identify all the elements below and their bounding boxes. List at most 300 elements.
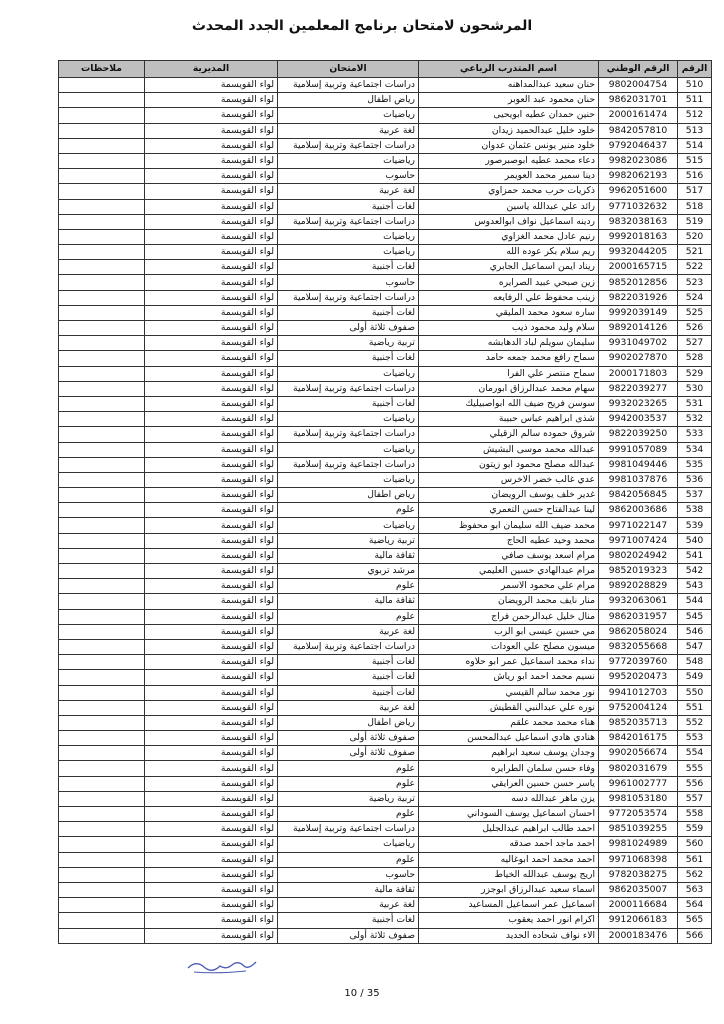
row-num: 531	[678, 396, 712, 411]
row-exam: علوم	[278, 609, 419, 624]
row-notes	[59, 594, 145, 609]
row-national-id: 9842056845	[599, 488, 678, 503]
row-notes	[59, 852, 145, 867]
row-num: 555	[678, 761, 712, 776]
row-exam: رياضيات	[278, 229, 419, 244]
row-directorate: لواء القويسمة	[145, 685, 278, 700]
row-name: هناء محمد محمد علقم	[419, 715, 599, 730]
row-national-id: 9902027870	[599, 351, 678, 366]
row-exam: حاسوب	[278, 169, 419, 184]
table-row	[59, 731, 712, 746]
table-row	[59, 822, 712, 837]
row-exam: رياض اطفال	[278, 715, 419, 730]
row-name: مرام علي محمود الاسمر	[419, 579, 599, 594]
table-row	[59, 78, 712, 93]
row-exam: رياض اطفال	[278, 93, 419, 108]
table-row	[59, 138, 712, 153]
row-exam: علوم	[278, 503, 419, 518]
row-name: نداء محمد اسماعيل عمر ابو حلاوه	[419, 655, 599, 670]
row-exam: رياضيات	[278, 412, 419, 427]
signature-mark	[186, 954, 266, 976]
row-national-id: 9752004124	[599, 700, 678, 715]
row-directorate: لواء القويسمة	[145, 655, 278, 670]
row-national-id: 9772053574	[599, 807, 678, 822]
row-num: 528	[678, 351, 712, 366]
row-national-id: 9822031926	[599, 290, 678, 305]
row-name: دينا سمير محمد العويمر	[419, 169, 599, 184]
row-num: 562	[678, 867, 712, 882]
row-num: 556	[678, 776, 712, 791]
row-num: 530	[678, 381, 712, 396]
row-num: 537	[678, 488, 712, 503]
row-exam: دراسات اجتماعية وتربية إسلامية	[278, 822, 419, 837]
row-num: 525	[678, 305, 712, 320]
row-name: منار نايف محمد الرويضان	[419, 594, 599, 609]
row-notes	[59, 488, 145, 503]
table-body	[59, 78, 712, 944]
row-national-id: 9842016175	[599, 731, 678, 746]
row-name: عدي غالب خضر الاخرس	[419, 472, 599, 487]
row-exam: دراسات اجتماعية وتربية إسلامية	[278, 78, 419, 93]
row-num: 514	[678, 138, 712, 153]
row-exam: رياضيات	[278, 442, 419, 457]
table-row	[59, 837, 712, 852]
row-directorate: لواء القويسمة	[145, 351, 278, 366]
row-national-id: 9851039255	[599, 822, 678, 837]
row-national-id: 9992039149	[599, 305, 678, 320]
row-num: 545	[678, 609, 712, 624]
row-directorate: لواء القويسمة	[145, 199, 278, 214]
row-national-id: 9792046437	[599, 138, 678, 153]
row-national-id: 9932023265	[599, 396, 678, 411]
row-notes	[59, 837, 145, 852]
row-national-id: 9862035007	[599, 882, 678, 897]
table-row	[59, 518, 712, 533]
table-row	[59, 336, 712, 351]
table-row	[59, 442, 712, 457]
row-num: 550	[678, 685, 712, 700]
row-national-id: 9962051600	[599, 184, 678, 199]
row-directorate: لواء القويسمة	[145, 791, 278, 806]
row-national-id: 9842057810	[599, 123, 678, 138]
row-num: 513	[678, 123, 712, 138]
row-national-id: 9961002777	[599, 776, 678, 791]
row-directorate: لواء القويسمة	[145, 548, 278, 563]
table-row	[59, 412, 712, 427]
row-national-id: 9852035713	[599, 715, 678, 730]
row-exam: رياضيات	[278, 366, 419, 381]
row-name: دعاء محمد عطيه ابوصبرصور	[419, 153, 599, 168]
row-directorate: لواء القويسمة	[145, 427, 278, 442]
row-exam: رياضيات	[278, 472, 419, 487]
table-row	[59, 305, 712, 320]
row-notes	[59, 776, 145, 791]
row-national-id: 9902056674	[599, 746, 678, 761]
row-name: اكرام انور احمد يعقوب	[419, 913, 599, 928]
row-exam: صفوف ثلاثة أولى	[278, 321, 419, 336]
row-directorate: لواء القويسمة	[145, 533, 278, 548]
row-num: 558	[678, 807, 712, 822]
row-directorate: لواء القويسمة	[145, 822, 278, 837]
row-name: سوسن فريح ضيف الله ابواصبيليك	[419, 396, 599, 411]
row-exam: علوم	[278, 761, 419, 776]
table-row	[59, 746, 712, 761]
row-name: الاء نواف شحاده الحديد	[419, 928, 599, 943]
row-national-id: 9852012856	[599, 275, 678, 290]
row-name: احمد ماجد احمد صدقه	[419, 837, 599, 852]
row-directorate: لواء القويسمة	[145, 138, 278, 153]
row-num: 551	[678, 700, 712, 715]
row-notes	[59, 715, 145, 730]
row-name: احمد محمد احمد ابوغاليه	[419, 852, 599, 867]
row-national-id: 9862031957	[599, 609, 678, 624]
row-national-id: 9822039250	[599, 427, 678, 442]
table-row	[59, 624, 712, 639]
row-exam: صفوف ثلاثة أولى	[278, 731, 419, 746]
row-national-id: 9982023086	[599, 153, 678, 168]
row-notes	[59, 913, 145, 928]
row-name: محمد ضيف الله سليمان ابو محفوظ	[419, 518, 599, 533]
row-name: نسيم محمد احمد ابو رياش	[419, 670, 599, 685]
row-national-id: 9802024942	[599, 548, 678, 563]
row-national-id: 9892028829	[599, 579, 678, 594]
table-row	[59, 852, 712, 867]
row-national-id: 9772039760	[599, 655, 678, 670]
row-num: 520	[678, 229, 712, 244]
row-exam: لغة عربية	[278, 700, 419, 715]
table-row	[59, 655, 712, 670]
row-directorate: لواء القويسمة	[145, 229, 278, 244]
header-notes: ملاحظات	[59, 61, 145, 78]
row-directorate: لواء القويسمة	[145, 169, 278, 184]
row-num: 542	[678, 564, 712, 579]
row-exam: تربية رياضية	[278, 533, 419, 548]
row-num: 566	[678, 928, 712, 943]
row-notes	[59, 867, 145, 882]
row-directorate: لواء القويسمة	[145, 184, 278, 199]
row-notes	[59, 882, 145, 897]
row-num: 519	[678, 214, 712, 229]
row-directorate: لواء القويسمة	[145, 381, 278, 396]
row-notes	[59, 396, 145, 411]
row-name: شذى ابراهيم عباس حبيبة	[419, 412, 599, 427]
table-row	[59, 93, 712, 108]
row-notes	[59, 655, 145, 670]
row-num: 523	[678, 275, 712, 290]
row-name: منال خليل عبدالرحمن فراج	[419, 609, 599, 624]
table-row	[59, 108, 712, 123]
row-notes	[59, 305, 145, 320]
row-national-id: 9981053180	[599, 791, 678, 806]
row-national-id: 9782038275	[599, 867, 678, 882]
row-national-id: 9992018163	[599, 229, 678, 244]
table-row	[59, 457, 712, 472]
row-directorate: لواء القويسمة	[145, 624, 278, 639]
table-row	[59, 898, 712, 913]
row-directorate: لواء القويسمة	[145, 837, 278, 852]
row-name: ذكريات حرب محمد حمزاوي	[419, 184, 599, 199]
row-notes	[59, 260, 145, 275]
row-exam: لغة عربية	[278, 184, 419, 199]
row-national-id: 9771032632	[599, 199, 678, 214]
row-national-id: 2000171803	[599, 366, 678, 381]
row-national-id: 9892014126	[599, 321, 678, 336]
table-row	[59, 123, 712, 138]
table-row	[59, 639, 712, 654]
row-directorate: لواء القويسمة	[145, 305, 278, 320]
row-num: 546	[678, 624, 712, 639]
row-name: يزن ماهر عبدالله دسه	[419, 791, 599, 806]
row-exam: رياضيات	[278, 153, 419, 168]
document-title: المرشحون لامتحان برنامج المعلمين الجدد المحدث	[191, 18, 533, 34]
row-directorate: لواء القويسمة	[145, 609, 278, 624]
row-directorate: لواء القويسمة	[145, 245, 278, 260]
row-exam: حاسوب	[278, 867, 419, 882]
row-national-id: 9982062193	[599, 169, 678, 184]
row-name: ردينه اسماعيل نواف ابوالعدوس	[419, 214, 599, 229]
row-num: 547	[678, 639, 712, 654]
row-exam: لغات أجنبية	[278, 199, 419, 214]
row-national-id: 2000161474	[599, 108, 678, 123]
row-notes	[59, 472, 145, 487]
row-notes	[59, 731, 145, 746]
row-notes	[59, 381, 145, 396]
row-directorate: لواء القويسمة	[145, 260, 278, 275]
row-name: غدير خلف يوسف الرويضان	[419, 488, 599, 503]
candidates-table	[58, 60, 712, 944]
row-name: مي حسين عيسى ابو الرب	[419, 624, 599, 639]
row-notes	[59, 123, 145, 138]
row-exam: لغات أجنبية	[278, 260, 419, 275]
row-exam: رياضيات	[278, 108, 419, 123]
row-name: وجدان يوسف سعيد ابراهيم	[419, 746, 599, 761]
row-name: شروق حموده سالم الزقيلي	[419, 427, 599, 442]
table-row	[59, 260, 712, 275]
row-notes	[59, 153, 145, 168]
row-notes	[59, 412, 145, 427]
table-row	[59, 381, 712, 396]
table-row	[59, 867, 712, 882]
row-name: حنين حمدان عطيه ابويحيى	[419, 108, 599, 123]
row-exam: لغات أجنبية	[278, 351, 419, 366]
row-num: 565	[678, 913, 712, 928]
row-name: سهام محمد عبدالرزاق ابورمان	[419, 381, 599, 396]
row-exam: لغات أجنبية	[278, 396, 419, 411]
row-name: اسماء سعيد عبدالرزاق ابوجزر	[419, 882, 599, 897]
row-notes	[59, 609, 145, 624]
row-exam: رياضيات	[278, 518, 419, 533]
header-directorate: المديرية	[145, 61, 278, 78]
row-num: 548	[678, 655, 712, 670]
row-name: سلام وليد محمود ذيب	[419, 321, 599, 336]
row-num: 553	[678, 731, 712, 746]
table-row	[59, 882, 712, 897]
row-national-id: 9971068398	[599, 852, 678, 867]
row-national-id: 9802004754	[599, 78, 678, 93]
row-num: 535	[678, 457, 712, 472]
table-row	[59, 351, 712, 366]
row-directorate: لواء القويسمة	[145, 396, 278, 411]
row-notes	[59, 93, 145, 108]
row-exam: علوم	[278, 776, 419, 791]
row-exam: ثقافة مالية	[278, 594, 419, 609]
row-exam: لغة عربية	[278, 123, 419, 138]
row-exam: علوم	[278, 852, 419, 867]
row-num: 544	[678, 594, 712, 609]
row-exam: لغات أجنبية	[278, 655, 419, 670]
row-notes	[59, 928, 145, 943]
table-row	[59, 564, 712, 579]
row-national-id: 2000165715	[599, 260, 678, 275]
row-exam: تربية رياضية	[278, 791, 419, 806]
row-directorate: لواء القويسمة	[145, 564, 278, 579]
row-national-id: 9981024989	[599, 837, 678, 852]
row-name: سليمان سويلم لباد الدهابشه	[419, 336, 599, 351]
row-num: 524	[678, 290, 712, 305]
row-exam: ثقافة مالية	[278, 882, 419, 897]
row-notes	[59, 807, 145, 822]
row-exam: لغة عربية	[278, 624, 419, 639]
row-exam: صفوف ثلاثة أولى	[278, 746, 419, 761]
row-exam: رياضيات	[278, 245, 419, 260]
row-directorate: لواء القويسمة	[145, 715, 278, 730]
row-num: 529	[678, 366, 712, 381]
row-notes	[59, 822, 145, 837]
table-row	[59, 791, 712, 806]
row-name: مرام عبدالهادي حسين العليمي	[419, 564, 599, 579]
row-name: محمد وحيد عطيه الحاج	[419, 533, 599, 548]
row-name: نوره علي عبدالنبي القطيش	[419, 700, 599, 715]
row-name: مرام اسعد يوسف صافي	[419, 548, 599, 563]
table-row	[59, 807, 712, 822]
row-notes	[59, 275, 145, 290]
table-row	[59, 503, 712, 518]
row-exam: دراسات اجتماعية وتربية إسلامية	[278, 427, 419, 442]
row-num: 561	[678, 852, 712, 867]
row-exam: دراسات اجتماعية وتربية إسلامية	[278, 457, 419, 472]
table-row	[59, 685, 712, 700]
row-directorate: لواء القويسمة	[145, 807, 278, 822]
table-row	[59, 290, 712, 305]
table-row	[59, 533, 712, 548]
row-directorate: لواء القويسمة	[145, 852, 278, 867]
row-name: اريج يوسف عبدالله الخياط	[419, 867, 599, 882]
row-num: 526	[678, 321, 712, 336]
row-exam: مرشد تربوي	[278, 564, 419, 579]
row-national-id: 9852019323	[599, 564, 678, 579]
row-national-id: 9991057089	[599, 442, 678, 457]
row-exam: ثقافة مالية	[278, 548, 419, 563]
row-num: 563	[678, 882, 712, 897]
row-notes	[59, 199, 145, 214]
row-num: 521	[678, 245, 712, 260]
row-notes	[59, 214, 145, 229]
row-exam: رياض اطفال	[278, 488, 419, 503]
row-name: زينب محفوظ علي الرفايعه	[419, 290, 599, 305]
row-directorate: لواء القويسمة	[145, 731, 278, 746]
row-directorate: لواء القويسمة	[145, 594, 278, 609]
row-num: 515	[678, 153, 712, 168]
table-row	[59, 153, 712, 168]
row-notes	[59, 138, 145, 153]
header-national-id: الرقم الوطني	[599, 61, 678, 78]
table-row	[59, 548, 712, 563]
row-name: وفاء حسن سلمان الطرايره	[419, 761, 599, 776]
row-name: ساره سعود محمد المليقي	[419, 305, 599, 320]
table-row	[59, 776, 712, 791]
row-num: 512	[678, 108, 712, 123]
row-num: 560	[678, 837, 712, 852]
table-row	[59, 761, 712, 776]
row-notes	[59, 761, 145, 776]
row-exam: لغة عربية	[278, 898, 419, 913]
row-directorate: لواء القويسمة	[145, 639, 278, 654]
row-directorate: لواء القويسمة	[145, 867, 278, 882]
table-row	[59, 609, 712, 624]
row-notes	[59, 564, 145, 579]
row-national-id: 9822039277	[599, 381, 678, 396]
row-name: رنيم عادل محمد الغزاوي	[419, 229, 599, 244]
row-notes	[59, 321, 145, 336]
table-row	[59, 472, 712, 487]
table-row	[59, 670, 712, 685]
row-name: اسماعيل عمر اسماعيل المساعيد	[419, 898, 599, 913]
row-notes	[59, 670, 145, 685]
header-num: الرقم	[678, 61, 712, 78]
header-exam: الامتحان	[278, 61, 419, 78]
row-directorate: لواء القويسمة	[145, 366, 278, 381]
row-national-id: 9832038163	[599, 214, 678, 229]
row-exam: دراسات اجتماعية وتربية إسلامية	[278, 290, 419, 305]
row-directorate: لواء القويسمة	[145, 776, 278, 791]
table-row	[59, 427, 712, 442]
row-name: لينا عبدالفتاح حسن التعمري	[419, 503, 599, 518]
row-national-id: 2000116684	[599, 898, 678, 913]
table-row	[59, 488, 712, 503]
row-notes	[59, 685, 145, 700]
row-notes	[59, 791, 145, 806]
row-notes	[59, 366, 145, 381]
row-national-id: 9941012703	[599, 685, 678, 700]
row-name: ريناد ايمن اسماعيل الجابري	[419, 260, 599, 275]
row-national-id: 9932044205	[599, 245, 678, 260]
row-directorate: لواء القويسمة	[145, 503, 278, 518]
table-row	[59, 214, 712, 229]
row-directorate: لواء القويسمة	[145, 442, 278, 457]
row-directorate: لواء القويسمة	[145, 78, 278, 93]
row-directorate: لواء القويسمة	[145, 761, 278, 776]
row-directorate: لواء القويسمة	[145, 746, 278, 761]
row-num: 538	[678, 503, 712, 518]
row-notes	[59, 336, 145, 351]
table-row	[59, 579, 712, 594]
row-directorate: لواء القويسمة	[145, 290, 278, 305]
table-row	[59, 229, 712, 244]
row-directorate: لواء القويسمة	[145, 913, 278, 928]
row-directorate: لواء القويسمة	[145, 488, 278, 503]
row-directorate: لواء القويسمة	[145, 214, 278, 229]
row-exam: تربية رياضية	[278, 336, 419, 351]
row-national-id: 9971007424	[599, 533, 678, 548]
row-directorate: لواء القويسمة	[145, 670, 278, 685]
row-exam: دراسات اجتماعية وتربية إسلامية	[278, 381, 419, 396]
row-directorate: لواء القويسمة	[145, 336, 278, 351]
row-notes	[59, 442, 145, 457]
row-exam: لغات أجنبية	[278, 685, 419, 700]
row-directorate: لواء القويسمة	[145, 275, 278, 290]
row-directorate: لواء القويسمة	[145, 412, 278, 427]
row-notes	[59, 229, 145, 244]
